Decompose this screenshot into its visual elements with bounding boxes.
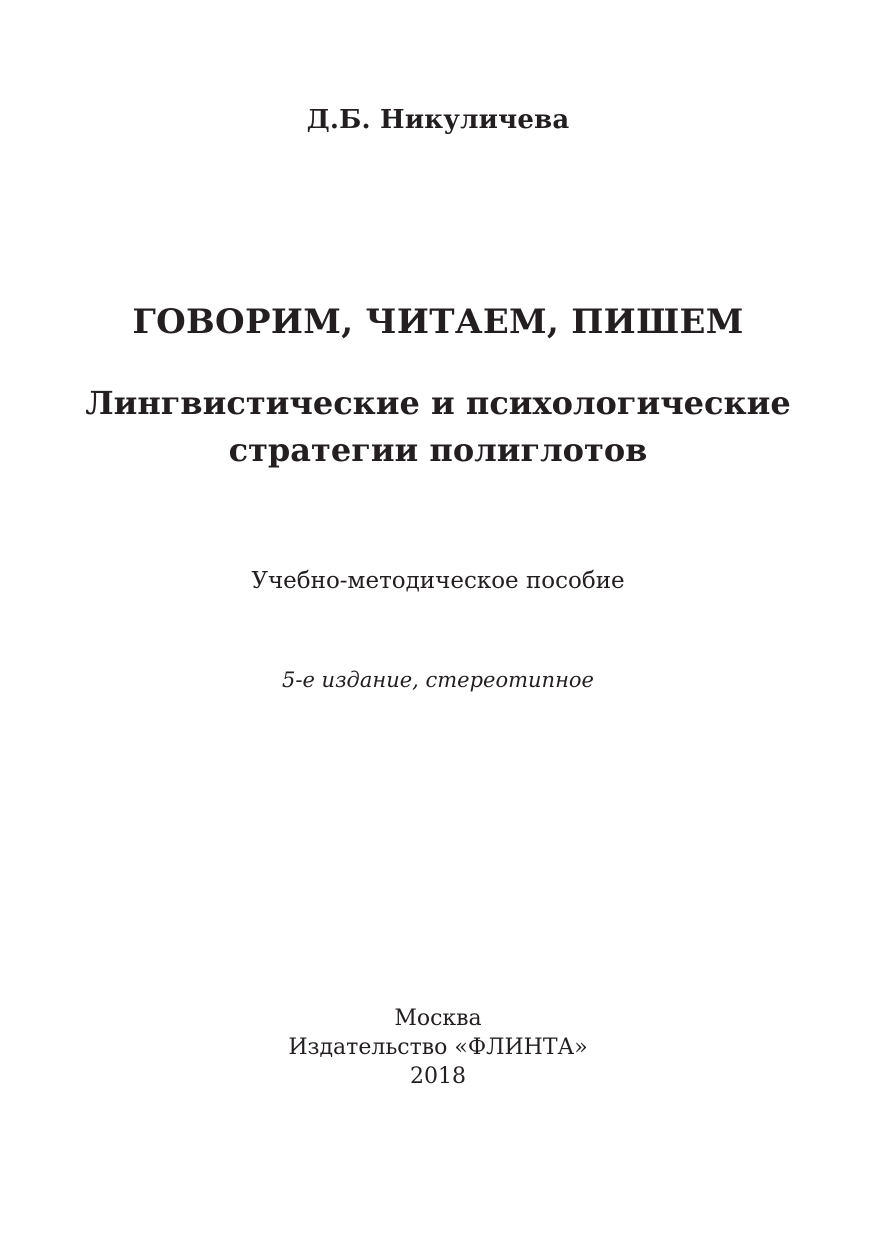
imprint-year: 2018 [410, 1064, 466, 1089]
author-name: Д.Б. Никуличева [306, 105, 570, 135]
imprint-city: Москва [394, 1006, 482, 1031]
book-title: ГОВОРИМ, ЧИТАЕМ, ПИШЕМ [132, 302, 744, 342]
book-type: Учебно-методическое пособие [251, 568, 625, 594]
book-subtitle [0, 380, 876, 474]
subtitle-line-2: стратегии полиглотов [228, 431, 648, 469]
subtitle-line-1: Лингвистические и психологические [85, 384, 791, 422]
imprint-publisher: Издательство «ФЛИНТА» [288, 1035, 588, 1060]
imprint [0, 1004, 876, 1091]
edition-note: 5-е издание, стереотипное [282, 668, 594, 692]
